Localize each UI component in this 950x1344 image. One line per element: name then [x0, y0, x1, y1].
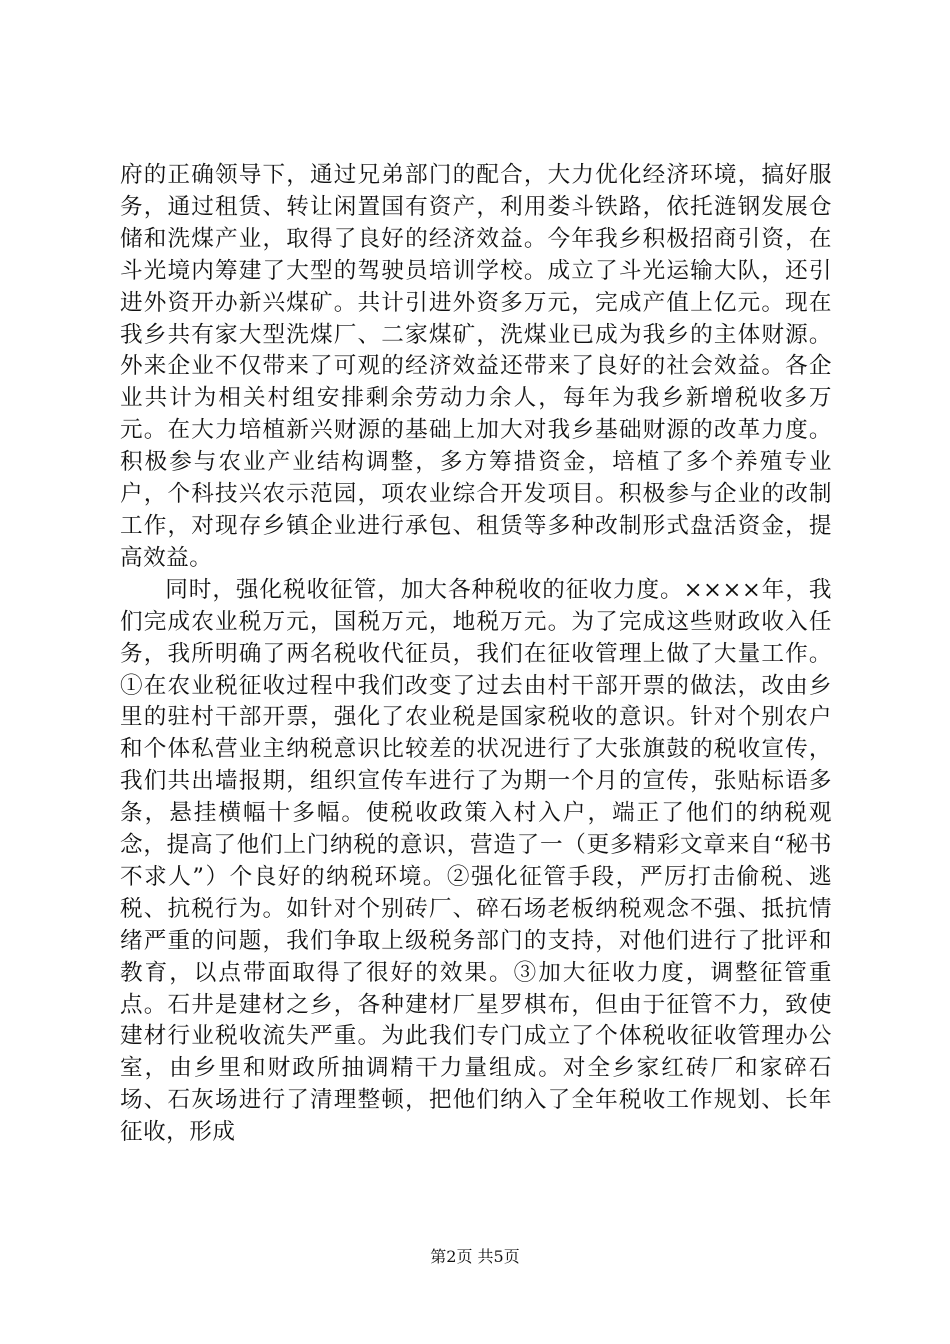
- document-body: [120, 160, 832, 1149]
- page-number-footer: 第2页 共5页: [430, 1247, 520, 1266]
- paragraph-continuation: 府的正确领导下，通过兄弟部门的配合，大力优化经济环境，搞好服务，通过租赁、转让闲置国有资产，利用娄斗铁路，依托涟钢发展仓储和洗煤产业，取得了良好的经济效益。今年我乡积极招商引资，在斗光境内筹建了大型的驾驶员培训学校。成立了斗光运输大队，还引进外资开办新兴煤矿。共计引进外资多万元，完成产值上亿元。现在我乡共有家大型洗煤厂、二家煤矿，洗煤业已成为我乡的主体财源。外来企业不仅带来了可观的经济效益还带来了良好的社会效益。各企业共计为相关村组安排剩余劳动力余人，每年为我乡新增税收多万元。在大力培植新兴财源的基础上加大对我乡基础财源的改革力度。积极参与农业产业结构调整，多方筹措资金，培植了多个养殖专业户，个科技兴农示范园，项农业综合开发项目。积极参与企业的改制工作，对现存乡镇企业进行承包、租赁等多种改制形式盘活资金，提高效益。: [120, 162, 832, 571]
- paragraph-tax-collection: 同时，强化税收征管，加大各种税收的征收力度。××××年，我们完成农业税万元，国税万元，地税万元。为了完成这些财政收入任务，我所明确了两名税收代征员，我们在征收管理上做了大量工作。①在农业税征收过程中我们改变了过去由村干部开票的做法，改由乡里的驻村干部开票，强化了农业税是国家税收的意识。针对个别农户和个体私营业主纳税意识比较差的状况进行了大张旗鼓的税收宣传，我们共出墙报期，组织宣传车进行了为期一个月的宣传，张贴标语多条，悬挂横幅十多幅。使税收政策入村入户，端正了他们的纳税观念，提高了他们上门纳税的意识，营造了一（更多精彩文章来自“秘书不求人”）个良好的纳税环境。②强化征管手段，严厉打击偷税、逃税、抗税行为。如针对个别砖厂、碎石场老板纳税观念不强、抵抗情绪严重的问题，我们争取上级税务部门的支持，对他们进行了批评和教育，以点带面取得了很好的效果。③加大征收力度，调整征管重点。石井是建材之乡，各种建材厂星罗棋布，但由于征管不力，致使建材行业税收流失严重。为此我们专门成立了个体税收征收管理办公室，由乡里和财政所抽调精干力量组成。对全乡家红砖厂和家碎石场、石灰场进行了清理整顿，把他们纳入了全年税收工作规划、长年征收，形成: [120, 576, 832, 1146]
